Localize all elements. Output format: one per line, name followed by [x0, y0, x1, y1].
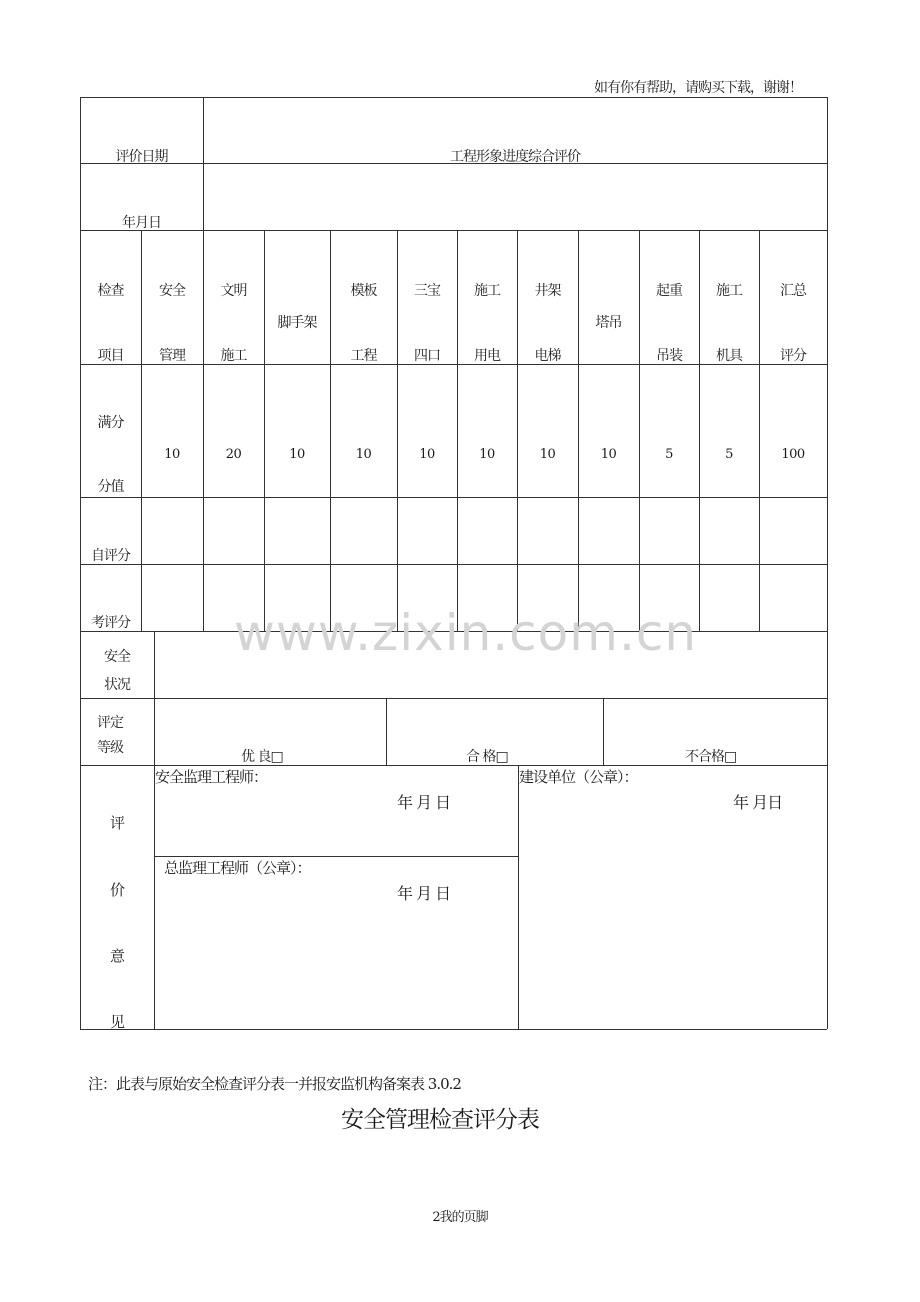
exam-score-label: 考评分 — [91, 615, 130, 631]
item-label-bottom: 项目 — [97, 348, 124, 364]
score-cell: 10 — [600, 447, 617, 462]
supervisor-engineer-label: 安全监理工程师： — [155, 768, 268, 786]
item-label-top: 检查 — [97, 283, 124, 299]
safety-status-label-bottom: 状况 — [104, 677, 130, 693]
col-lifting-bottom: 吊装 — [656, 348, 682, 364]
col-three-four-top: 三宝 — [414, 283, 440, 299]
col-hoist-bottom: 电梯 — [534, 348, 561, 364]
chief-supervisor-label: 总监理工程师（公章）： — [164, 859, 311, 877]
col-civilized-top: 文明 — [220, 283, 247, 299]
col-hoist-top: 井架 — [534, 283, 561, 299]
score-cell: 20 — [225, 447, 242, 462]
safety-status-label-top: 安全 — [104, 649, 130, 665]
rating-label-bottom: 等级 — [97, 740, 123, 756]
header-note: 如有你有帮助，请购买下载，谢谢！ — [594, 80, 802, 96]
col-formwork-bottom: 工程 — [350, 348, 377, 364]
score-cell: 10 — [164, 447, 180, 462]
footnote: 注：此表与原始安全检查评分表一并报安监机构备案表 3.0.2 — [88, 1075, 461, 1093]
score-cell: 10 — [289, 447, 305, 462]
col-safety-mgmt-bottom: 管理 — [159, 348, 185, 364]
rating-option-pass[interactable]: 合 格□ — [466, 749, 508, 765]
col-summary-bottom: 评分 — [780, 348, 806, 364]
table-title: 工程形象进度综合评价 — [450, 149, 580, 165]
score-cell: 5 — [725, 447, 733, 462]
rating-label-top: 评定 — [97, 715, 123, 731]
full-score-label-top: 满分 — [97, 415, 124, 431]
col-civilized-bottom: 施工 — [220, 348, 247, 364]
rating-option-excellent[interactable]: 优 良□ — [241, 749, 283, 765]
rating-option-fail[interactable]: 不合格□ — [685, 749, 737, 765]
col-machinery-bottom: 机具 — [716, 348, 742, 364]
score-cell: 10 — [419, 447, 435, 462]
col-safety-mgmt-top: 安全 — [159, 283, 185, 299]
score-cell: 10 — [539, 447, 556, 462]
date-label: 年月日 — [122, 215, 161, 231]
opinion-label-char: 评 — [109, 814, 124, 832]
col-machinery-top: 施工 — [716, 283, 742, 299]
col-three-four-bottom: 四口 — [414, 348, 440, 364]
col-scaffold: 脚手架 — [277, 315, 317, 331]
evaluation-date-label: 评价日期 — [115, 149, 168, 165]
col-formwork-top: 模板 — [350, 283, 377, 299]
score-cell: 10 — [355, 447, 372, 462]
score-cell: 10 — [479, 447, 495, 462]
col-tower-crane: 塔吊 — [595, 315, 622, 331]
watermark: www.zixin.com.cn — [234, 604, 698, 662]
opinion-label-char: 见 — [109, 1013, 124, 1031]
document-title: 安全管理检查评分表 — [341, 1107, 539, 1133]
full-score-label-bottom: 分值 — [97, 479, 124, 495]
col-electricity-bottom: 用电 — [474, 348, 500, 364]
col-lifting-top: 起重 — [656, 283, 682, 299]
supervisor-date: 年 月 日 — [397, 793, 451, 812]
col-summary-top: 汇总 — [780, 283, 806, 299]
chief-supervisor-date: 年 月 日 — [397, 884, 451, 903]
score-cell-total: 100 — [781, 447, 805, 462]
col-electricity-top: 施工 — [474, 283, 500, 299]
self-score-label: 自评分 — [91, 548, 130, 564]
owner-unit-date: 年 月日 — [733, 793, 783, 812]
opinion-label-char: 意 — [109, 947, 124, 965]
owner-unit-label: 建设单位（公章）： — [519, 768, 638, 786]
score-cell: 5 — [665, 447, 673, 462]
opinion-label-char: 价 — [109, 881, 124, 899]
page-footer: 2我的页脚 — [432, 1210, 488, 1225]
